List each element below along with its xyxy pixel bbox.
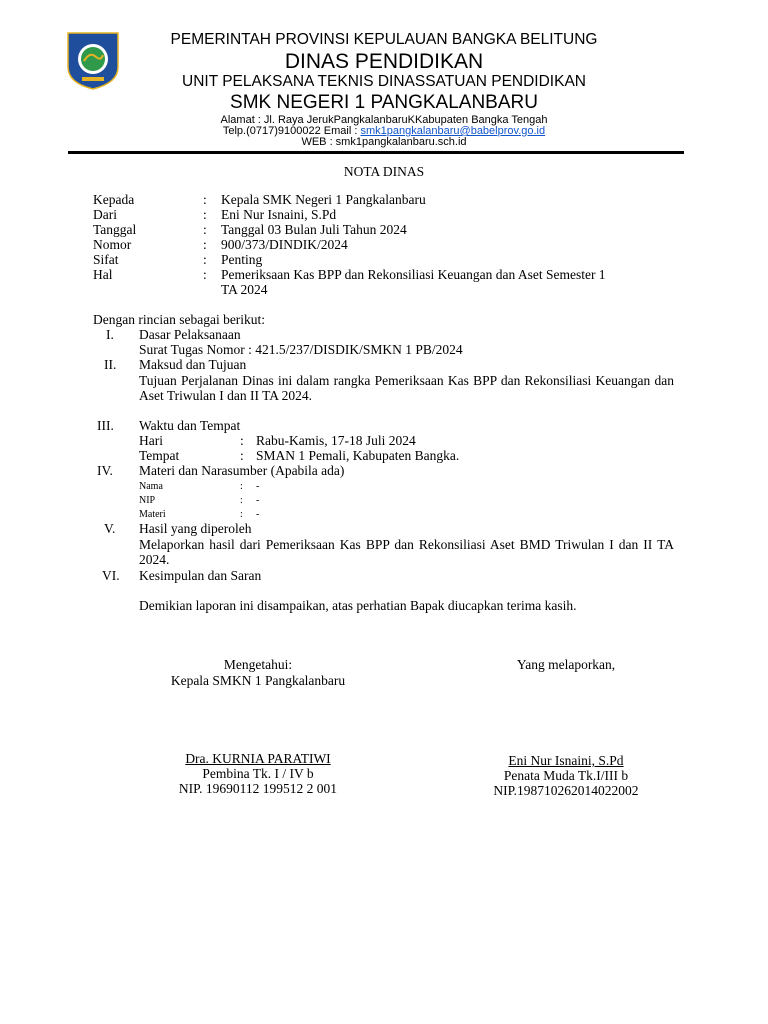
sign-left-acknowledged: Mengetahui: <box>223 657 293 672</box>
detail-sep: : <box>240 433 244 448</box>
detail-sep: : <box>240 495 243 506</box>
closing-text: Demikian laporan ini disampaikan, atas perhatian Bapak diucapkan terima kasih. <box>139 598 577 613</box>
section-number: V. <box>104 521 116 536</box>
letterhead-province: PEMERINTAH PROVINSI KEPULAUAN BANGKA BELITUNG <box>170 31 598 48</box>
section-text: Tujuan Perjalanan Dinas ini dalam rangka Pemeriksaan Kas BPP dan Rekonsiliasi Keuangan dan Aset Triwulan I dan II TA 2024. <box>139 373 674 403</box>
field-value-hal-cont: TA 2024 <box>221 282 268 297</box>
letterhead-school: SMK NEGERI 1 PANGKALANBARU <box>230 92 538 113</box>
document-title: NOTA DINAS <box>343 164 425 179</box>
section-number: III. <box>97 418 114 433</box>
detail-label: Materi <box>139 509 166 520</box>
letterhead-divider <box>68 151 684 154</box>
field-sep: : <box>203 267 207 282</box>
section-number: II. <box>104 357 117 372</box>
field-sep: : <box>203 207 207 222</box>
detail-value: - <box>256 481 260 492</box>
sign-left-position: Kepala SMKN 1 Pangkalanbaru <box>170 673 346 688</box>
detail-sep: : <box>240 448 244 463</box>
detail-value: Rabu-Kamis, 17-18 Juli 2024 <box>256 433 416 448</box>
section-title: Dasar Pelaksanaan <box>139 327 241 342</box>
detail-label: Hari <box>139 433 163 448</box>
sign-right-name: Eni Nur Isnaini, S.Pd <box>508 753 624 768</box>
field-value-nomor: 900/373/DINDIK/2024 <box>221 237 348 252</box>
section-text: Surat Tugas Nomor : 421.5/237/DISDIK/SMKN 1 PB/2024 <box>139 342 463 357</box>
field-value-hal: Pemeriksaan Kas BPP dan Rekonsiliasi Keuangan dan Aset Semester 1 <box>221 267 606 282</box>
letterhead-web: WEB : smk1pangkalanbaru.sch.id <box>301 136 467 148</box>
field-value-kepada: Kepala SMK Negeri 1 Pangkalanbaru <box>221 192 426 207</box>
letterhead-address: Alamat : Jl. Raya JerukPangkalanbaruKKabupaten Bangka Tengah <box>220 114 548 126</box>
field-sep: : <box>203 237 207 252</box>
section-title: Hasil yang diperoleh <box>139 521 252 536</box>
field-label-hal: Hal <box>93 267 113 282</box>
letterhead-unit: UNIT PELAKSANA TEKNIS DINASSATUAN PENDIDIKAN <box>182 73 586 90</box>
field-label-tanggal: Tanggal <box>93 222 137 237</box>
section-title: Materi dan Narasumber (Apabila ada) <box>139 463 345 478</box>
section-title: Kesimpulan dan Saran <box>139 568 262 583</box>
field-sep: : <box>203 192 207 207</box>
field-label-dari: Dari <box>93 207 117 222</box>
field-sep: : <box>203 252 207 267</box>
section-number: IV. <box>97 463 113 478</box>
field-value-dari: Eni Nur Isnaini, S.Pd <box>221 207 337 222</box>
field-value-tanggal: Tanggal 03 Bulan Juli Tahun 2024 <box>221 222 407 237</box>
sign-right-nip: NIP.198710262014022002 <box>493 783 639 798</box>
intro-text: Dengan rincian sebagai berikut: <box>93 312 266 327</box>
email-link[interactable]: smk1pangkalanbaru@babelprov.go.id <box>360 125 546 137</box>
sign-right-reporter: Yang melaporkan, <box>516 657 616 672</box>
sign-left-nip: NIP. 19690112 199512 2 001 <box>178 781 338 796</box>
field-sep: : <box>203 222 207 237</box>
detail-value: SMAN 1 Pemali, Kabupaten Bangka. <box>256 448 460 463</box>
field-label-kepada: Kepada <box>93 192 135 207</box>
field-value-sifat: Penting <box>221 252 263 267</box>
letterhead-agency: DINAS PENDIDIKAN <box>284 50 484 73</box>
section-number: I. <box>106 327 114 342</box>
detail-value: - <box>256 495 260 506</box>
section-number: VI. <box>102 568 120 583</box>
detail-label: NIP <box>139 495 156 506</box>
field-label-nomor: Nomor <box>93 237 132 252</box>
sign-left-rank: Pembina Tk. I / IV b <box>202 766 314 781</box>
sign-right-rank: Penata Muda Tk.I/III b <box>503 768 629 783</box>
detail-value: - <box>256 509 260 520</box>
section-text: Melaporkan hasil dari Pemeriksaan Kas BPP dan Rekonsiliasi Aset BMD Triwulan I dan II TA 2024. <box>139 537 674 567</box>
field-label-sifat: Sifat <box>93 252 119 267</box>
detail-sep: : <box>240 509 243 520</box>
detail-label: Tempat <box>139 448 180 463</box>
detail-sep: : <box>240 481 243 492</box>
section-title: Maksud dan Tujuan <box>139 357 247 372</box>
section-title: Waktu dan Tempat <box>139 418 241 433</box>
sign-left-name: Dra. KURNIA PARATIWI <box>185 751 331 766</box>
letterhead-phone: Telp.(0717)9100022 Email : <box>222 125 358 137</box>
detail-label: Nama <box>139 481 163 492</box>
